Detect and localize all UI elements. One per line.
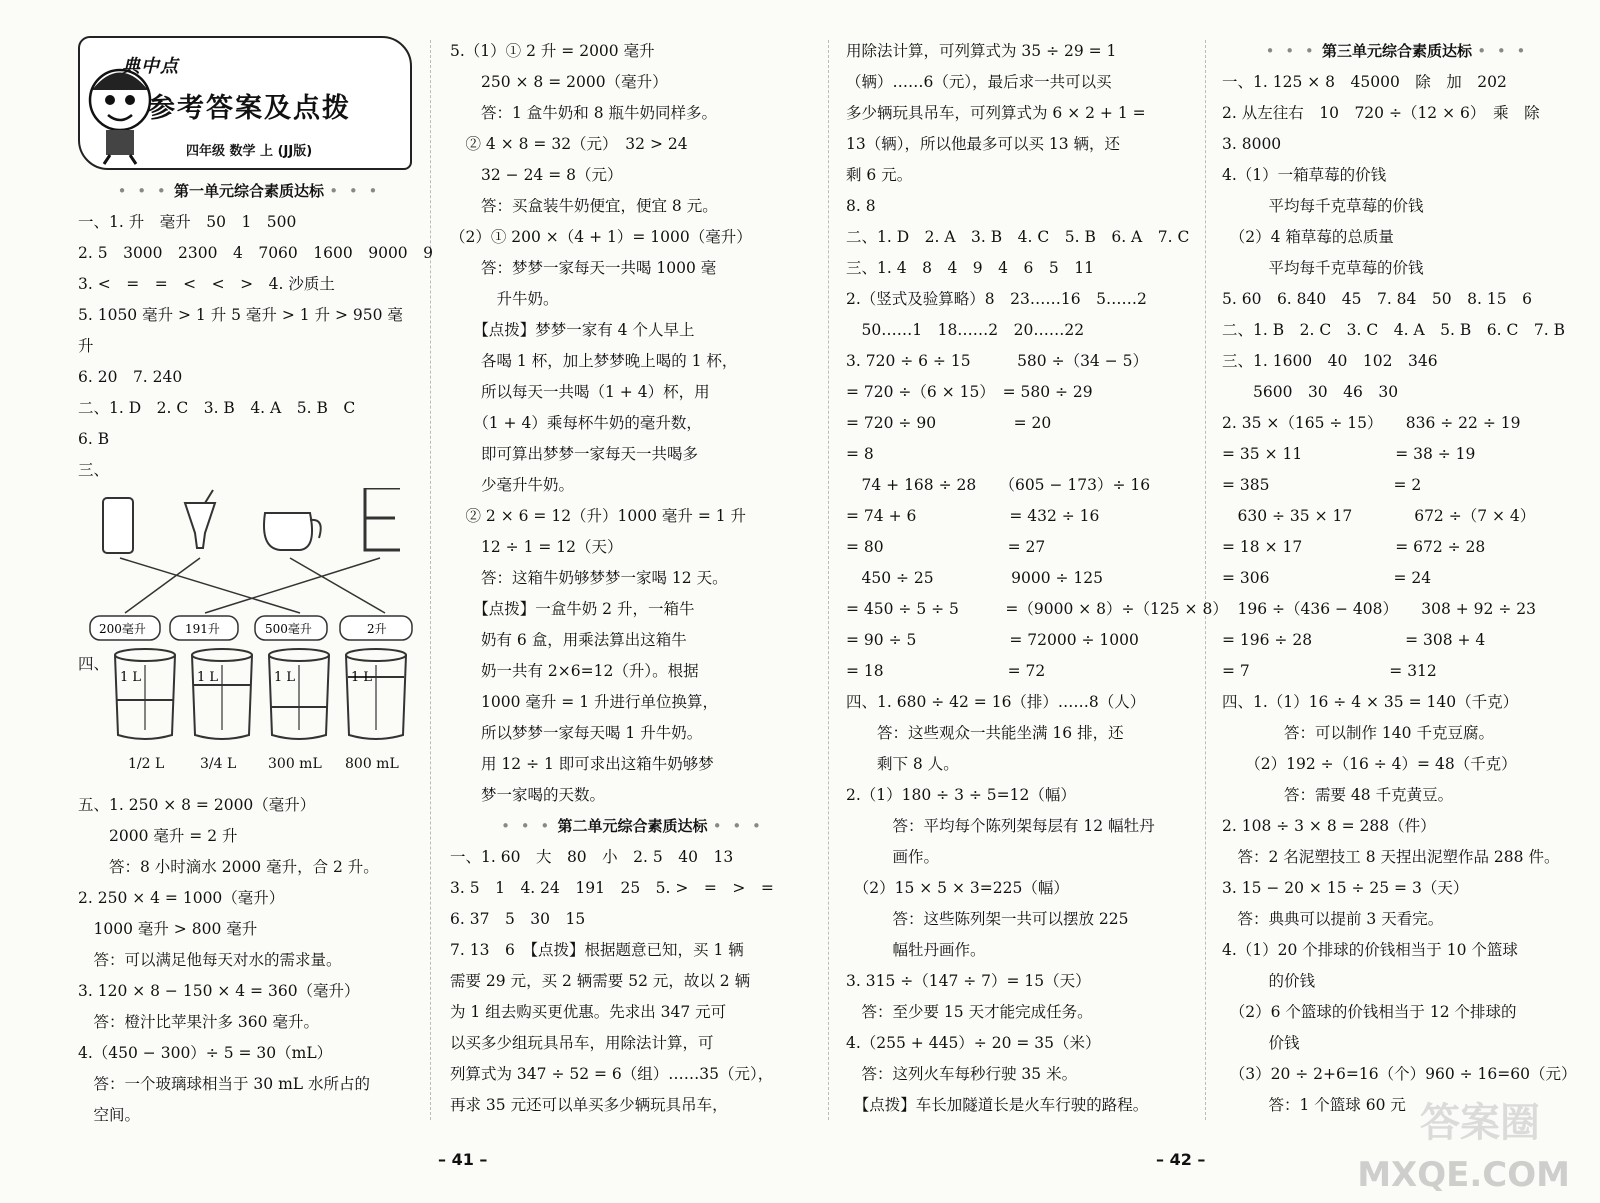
answer-line: 所以每天一共喝（1 + 4）杯，用 [450,383,710,401]
answer-line: 【点拨】一盒牛奶 2 升，一箱牛 [450,600,695,618]
answer-line: = 18 = 72 [846,662,1046,680]
matching-figure [85,488,420,648]
answer-line: 答：这些观众一共能坐满 16 排，还 [846,724,1124,742]
answer-line: 1000 毫升 = 1 升进行单位换算， [450,693,719,711]
answer-line: 3. 120 × 8 − 150 × 4 = 360（毫升） [78,982,360,1000]
column-4 [1222,36,1577,1121]
answer-line: （1 + 4）乘每杯牛奶的毫升数， [450,414,702,432]
answer-line: 【点拨】车长加隧道长是火车行驶的路程。 [846,1096,1149,1114]
answer-line: 答：典典可以提前 3 天看完。 [1222,910,1444,928]
answer-line: = 720 ÷（6 × 15） = 580 ÷ 29 [846,383,1093,401]
answer-line: 答：平均每个陈列架每层有 12 幅牡丹 [846,817,1155,835]
answer-line: 2000 毫升 = 2 升 [78,827,238,845]
answer-line: = 385 = 2 [1222,476,1422,494]
answer-line: 奶有 6 盒，用乘法算出这箱牛 [450,631,687,649]
answer-line: = 74 + 6 = 432 ÷ 16 [846,507,1100,525]
answer-list-1a [78,207,434,486]
answer-line: 8. 8 [846,197,876,215]
answer-line: 5.（1）① 2 升 = 2000 毫升 [450,42,655,60]
cup-label: 1 L [197,670,219,685]
page-number-left: – 41 – [438,1150,488,1169]
answer-line: 3. 8000 [1222,135,1282,153]
answer-line: 答：一个玻璃球相当于 30 mL 水所占的 [78,1075,370,1093]
answer-line: = 7 = 312 [1222,662,1437,680]
answer-line: 2. 35 ×（165 ÷ 15） 836 ÷ 22 ÷ 19 [1222,414,1521,432]
answer-line: 剩 6 元。 [846,166,913,184]
answer-line: = 306 = 24 [1222,569,1432,587]
answer-list-2b [450,842,815,1121]
answer-line: 6. 20 7. 240 [78,368,183,386]
answer-line: 二、1. B 2. C 3. C 4. A 5. B 6. C 7. B [1222,321,1565,339]
answer-line: 奶一共有 2×6=12（升）。根据 [450,662,699,680]
answer-line: 4.（450 − 300）÷ 5 = 30（mL） [78,1044,333,1062]
answer-line: 4.（1）20 个排球的价钱相当于 10 个篮球 [1222,941,1518,959]
watermark-url: MXQE.COM [1357,1155,1570,1195]
answer-line: 四、1.（1）16 ÷ 4 × 35 = 140（千克） [1222,693,1519,711]
answer-line: 250 × 8 = 2000（毫升） [450,73,668,91]
answer-line: （辆）……6（元），最后求一共可以买 [846,73,1112,91]
answer-line: 答：2 名泥塑技工 8 天捏出泥塑作品 288 件。 [1222,848,1560,866]
answer-line: 再求 35 元还可以单买多少辆玩具吊车， [450,1096,728,1114]
answer-line: 少毫升牛奶。 [450,476,575,494]
answer-list-3 [846,36,1228,1121]
answer-line: 13（辆），所以他最多可以买 13 辆，还 [846,135,1121,153]
answer-line: 一、1. 60 大 80 小 2. 5 40 13 [450,848,734,866]
tag-label: 500毫升 [265,622,312,636]
answer-line: 答：这箱牛奶够梦梦一家喝 12 天。 [450,569,728,587]
tag-label: 191升 [185,622,220,636]
cup-caption: 800 mL [345,756,399,772]
answer-line: 5. 1050 毫升 > 1 升 5 毫升 > 1 升 > 950 毫 [78,306,403,324]
answer-line: 空间。 [78,1106,141,1124]
answer-line: （2）6 个篮球的价钱相当于 12 个排球的 [1222,1003,1517,1021]
brand-logo: 典中点 [122,56,179,77]
answer-line: 多少辆玩具吊车，可列算式为 6 × 2 + 1 = [846,104,1146,122]
answer-line: （2）① 200 ×（4 + 1）= 1000（毫升） [450,228,752,246]
answer-line: 二、1. D 2. A 3. B 4. C 5. B 6. A 7. C [846,228,1190,246]
answer-line: 剩下 8 人。 [846,755,959,773]
answer-line: （3）20 ÷ 2+6=16（个）960 ÷ 16=60（元） [1222,1065,1577,1083]
answer-line: = 35 × 11 = 38 ÷ 19 [1222,445,1476,463]
answer-line: = 450 ÷ 5 ÷ 5 =（9000 × 8）÷（125 × 8） [846,600,1228,618]
answer-line: 2. 250 × 4 = 1000（毫升） [78,889,285,907]
answer-line: 答：需要 48 千克黄豆。 [1222,786,1454,804]
watermark-logo: 答案圈 [1420,1100,1540,1146]
answer-line: 32 − 24 = 8（元） [450,166,623,184]
answer-line: 50……1 18……2 20……22 [846,321,1085,339]
answer-line: 一、1. 升 毫升 50 1 500 [78,213,297,231]
question-four-label: 四、 [78,655,110,673]
answer-line: 3. 720 ÷ 6 ÷ 15 580 ÷（34 − 5） [846,352,1148,370]
answer-line: 列算式为 347 ÷ 52 = 6（组）……35（元）， [450,1065,774,1083]
answer-line: 答：橙汁比苹果汁多 360 毫升。 [78,1013,319,1031]
answer-line: 7. 13 6 【点拨】根据题意已知，买 1 辆 [450,941,744,959]
cup-label: 1 L [351,670,373,685]
answer-line: = 196 ÷ 28 = 308 + 4 [1222,631,1486,649]
answer-line: 以买多少组玩具吊车，用除法计算，可 [450,1034,714,1052]
answer-line: 答：可以满足他每天对水的需求量。 [78,951,342,969]
answer-line: 4.（1）一箱草莓的价钱 [1222,166,1387,184]
section-title: • • • 第三单元综合素质达标 • • • [1265,42,1529,60]
answer-line: 答：8 小时滴水 2000 毫升，合 2 升。 [78,858,379,876]
answer-line: 12 ÷ 1 = 12（天） [450,538,623,556]
answer-line: 答：至少要 15 天才能完成任务。 [846,1003,1093,1021]
answer-line: = 80 = 27 [846,538,1046,556]
answer-line: 5. 60 6. 840 45 7. 84 50 8. 15 6 [1222,290,1532,308]
column-1-lower [78,790,420,1131]
cup-label: 1 L [120,670,142,685]
answer-line: 3. < = = < < > 4. 沙质土 [78,275,335,293]
answer-line: 三、 [78,461,110,479]
answer-line: = 90 ÷ 5 = 72000 ÷ 1000 [846,631,1139,649]
answer-line: 答：可以制作 140 千克豆腐。 [1222,724,1494,742]
answer-line: 答：这列火车每秒行驶 35 米。 [846,1065,1078,1083]
answer-line: 平均每千克草莓的价钱 [1222,197,1424,215]
answer-line: 答：1 盒牛奶和 8 瓶牛奶同样多。 [450,104,718,122]
answer-line: 二、1. D 2. C 3. B 4. A 5. B C [78,399,356,417]
measuring-cups-figure [110,645,420,745]
cup-caption: 300 mL [268,756,322,772]
answer-line: 3. 5 1 4. 24 191 25 5. > = > = [450,879,774,897]
answer-line: （2）4 箱草莓的总质量 [1222,228,1394,246]
answer-line: 五、1. 250 × 8 = 2000（毫升） [78,796,316,814]
answer-line: 6. 37 5 30 15 [450,910,586,928]
answer-line: 平均每千克草莓的价钱 [1222,259,1424,277]
answer-line: 四、1. 680 ÷ 42 = 16（排）……8（人） [846,693,1146,711]
answer-line: 答：梦梦一家每天一共喝 1000 毫 [450,259,717,277]
answer-list-2a [450,36,815,811]
column-divider [828,40,829,1120]
answer-line: 即可算出梦梦一家每天一共喝多 [450,445,699,463]
answer-line: 升 [78,337,94,355]
book-subtitle: 四年级 数学 上 (JJ版) [186,144,313,159]
column-3 [846,36,1228,1121]
answer-line: = 18 × 17 = 672 ÷ 28 [1222,538,1486,556]
answer-line: 74 + 168 ÷ 28 （605 − 173）÷ 16 [846,476,1151,494]
answer-line: （2）15 × 5 × 3=225（幅） [846,879,1069,897]
column-divider [1205,40,1206,1120]
answer-line: 5600 30 46 30 [1222,383,1399,401]
section-title: • • • 第一单元综合素质达标 • • • [117,182,381,200]
answer-line: 三、1. 1600 40 102 346 [1222,352,1438,370]
answer-line: 2. 5 3000 2300 4 7060 1600 9000 9 [78,244,434,262]
answer-line: 各喝 1 杯，加上梦梦晚上喝的 1 杯， [450,352,738,370]
answer-line: ② 2 × 6 = 12（升）1000 毫升 = 1 升 [450,507,747,525]
answer-line: 的价钱 [1222,972,1316,990]
answer-line: 画作。 [846,848,940,866]
column-2 [450,36,815,1121]
answer-line: 答：买盒装牛奶便宜，便宜 8 元。 [450,197,718,215]
cup-label: 1 L [274,670,296,685]
page-title: 参考答案及点拨 [148,93,351,124]
answer-list-4 [1222,67,1577,1121]
answer-line: 【点拨】梦梦一家有 4 个人早上 [450,321,695,339]
answer-line: 2.（1）180 ÷ 3 ÷ 5=12（幅） [846,786,1076,804]
answer-line: 3. 15 − 20 × 15 ÷ 25 = 3（天） [1222,879,1469,897]
answer-line: 2. 108 ÷ 3 × 8 = 288（件） [1222,817,1436,835]
answer-line: 价钱 [1222,1034,1300,1052]
cup-caption: 3/4 L [200,756,237,772]
answer-list-1b [78,790,420,1131]
answer-line: 升牛奶。 [450,290,559,308]
answer-line: 答：1 个篮球 60 元 [1222,1096,1406,1114]
answer-line: 630 ÷ 35 × 17 672 ÷（7 × 4） [1222,507,1536,525]
answer-line: 需要 29 元，买 2 辆需要 52 元，故以 2 辆 [450,972,751,990]
answer-line: 450 ÷ 25 9000 ÷ 125 [846,569,1104,587]
section-title: • • • 第二单元综合素质达标 • • • [501,817,764,835]
answer-line: ② 4 × 8 = 32（元） 32 > 24 [450,135,688,153]
answer-line: 用除法计算，可列算式为 35 ÷ 29 = 1 [846,42,1117,60]
answer-line: 1000 毫升 > 800 毫升 [78,920,258,938]
answer-line: 2.（竖式及验算略）8 23……16 5……2 [846,290,1147,308]
answer-line: = 720 ÷ 90 = 20 [846,414,1052,432]
answer-line: 答：这些陈列架一共可以摆放 225 [846,910,1129,928]
cup-caption: 1/2 L [128,756,165,772]
answer-line: （2）192 ÷（16 ÷ 4）= 48（千克） [1222,755,1517,773]
column-1 [78,176,434,486]
column-divider [430,40,431,1120]
answer-line: 为 1 组去购买更优惠。先求出 347 元可 [450,1003,727,1021]
answer-line: 196 ÷（436 − 408） 308 + 92 ÷ 23 [1222,600,1536,618]
tag-label: 200毫升 [99,622,146,636]
page-number-right: – 42 – [1156,1150,1206,1169]
answer-line: 三、1. 4 8 4 9 4 6 5 11 [846,259,1094,277]
answer-line: 6. B [78,430,110,448]
answer-line: 用 12 ÷ 1 即可求出这箱牛奶够梦 [450,755,714,773]
answer-line: 2. 从左往右 10 720 ÷（12 × 6） 乘 除 [1222,104,1540,122]
answer-line: 梦一家喝的天数。 [450,786,606,804]
answer-line: 4.（255 + 445）÷ 20 = 35（米） [846,1034,1101,1052]
answer-line: 3. 315 ÷（147 ÷ 7）= 15（天） [846,972,1091,990]
answer-line: 幅牡丹画作。 [846,941,986,959]
answer-line: = 8 [846,445,874,463]
answer-line: 所以梦梦一家每天喝 1 升牛奶。 [450,724,703,742]
answer-line: 一、1. 125 × 8 45000 除 加 202 [1222,73,1507,91]
tag-label: 2升 [367,622,387,636]
